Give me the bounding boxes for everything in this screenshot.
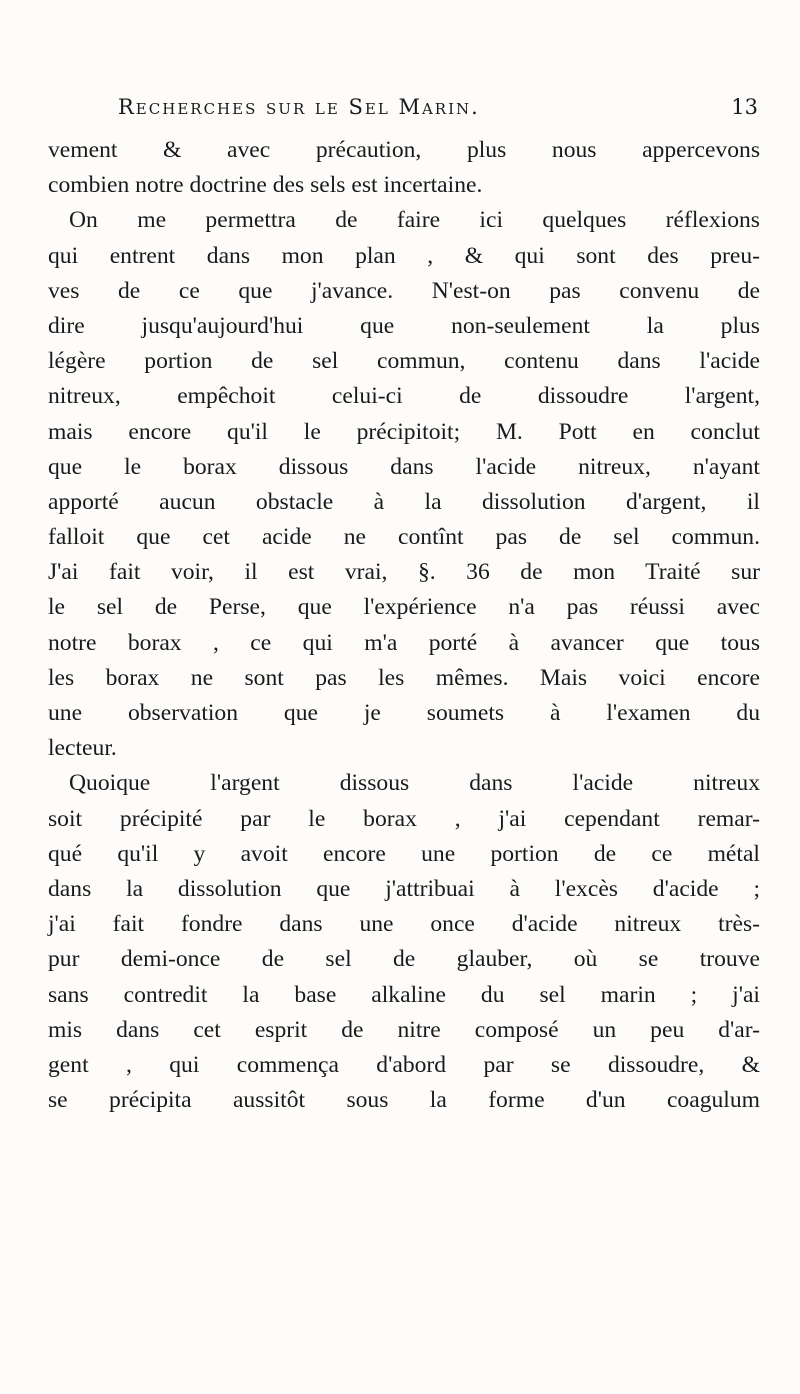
text-line: soit précipité par le borax , j'ai cependant remar- bbox=[48, 805, 760, 832]
text-line: qué qu'il y avoit encore une portion de ce métal bbox=[48, 840, 760, 867]
text-line: le sel de Perse, que l'expérience n'a pas réussi avec bbox=[48, 594, 760, 621]
page-header bbox=[118, 95, 758, 125]
text-line: combien notre doctrine des sels est incertaine. bbox=[48, 172, 483, 199]
text-line: On me permettra de faire ici quelques réflexions bbox=[69, 207, 760, 234]
text-line: falloit que cet acide ne contînt pas de sel commun. bbox=[48, 524, 760, 551]
text-line: j'ai fait fondre dans une once d'acide nitreux très- bbox=[48, 911, 760, 938]
text-line: notre borax , ce qui m'a porté à avancer que tous bbox=[48, 629, 760, 656]
text-line: Quoique l'argent dissous dans l'acide nitreux bbox=[69, 770, 760, 797]
text-line: mais encore qu'il le précipitoit; M. Pott en conclut bbox=[48, 418, 760, 445]
running-title: Recherches sur le Sel Marin. bbox=[118, 95, 480, 119]
page-number: 13 bbox=[731, 95, 758, 119]
text-line: que le borax dissous dans l'acide nitreux, n'ayant bbox=[48, 453, 760, 480]
text-line: pur demi-once de sel de glauber, où se trouve bbox=[48, 946, 760, 973]
text-line: nitreux, empêchoit celui-ci de dissoudre l'argent, bbox=[48, 383, 760, 410]
text-line: gent , qui commença d'abord par se dissoudre, & bbox=[48, 1051, 760, 1078]
text-line: sans contredit la base alkaline du sel marin ; j'ai bbox=[48, 981, 760, 1008]
body-text bbox=[48, 133, 760, 1118]
text-line: vement & avec précaution, plus nous appercevons bbox=[48, 137, 760, 163]
text-line: une observation que je soumets à l'examen du bbox=[48, 700, 760, 726]
text-line: les borax ne sont pas les mêmes. Mais voici encore bbox=[48, 664, 760, 691]
text-line: qui entrent dans mon plan , & qui sont des preu- bbox=[48, 242, 760, 269]
text-line: J'ai fait voir, il est vrai, §. 36 de mon Traité sur bbox=[48, 559, 760, 586]
text-line: se précipita aussitôt sous la forme d'un coagulum bbox=[48, 1087, 760, 1114]
text-line: apporté aucun obstacle à la dissolution d'argent, il bbox=[48, 488, 760, 515]
text-line: lecteur. bbox=[48, 735, 117, 762]
text-line: légère portion de sel commun, contenu dans l'acide bbox=[48, 348, 760, 375]
text-line: mis dans cet esprit de nitre composé un peu d'ar- bbox=[48, 1016, 760, 1043]
text-line: dire jusqu'aujourd'hui que non-seulement la plus bbox=[48, 312, 760, 339]
text-line: ves de ce que j'avance. N'est-on pas convenu de bbox=[48, 277, 760, 304]
text-line: dans la dissolution que j'attribuai à l'excès d'acide ; bbox=[48, 875, 760, 902]
